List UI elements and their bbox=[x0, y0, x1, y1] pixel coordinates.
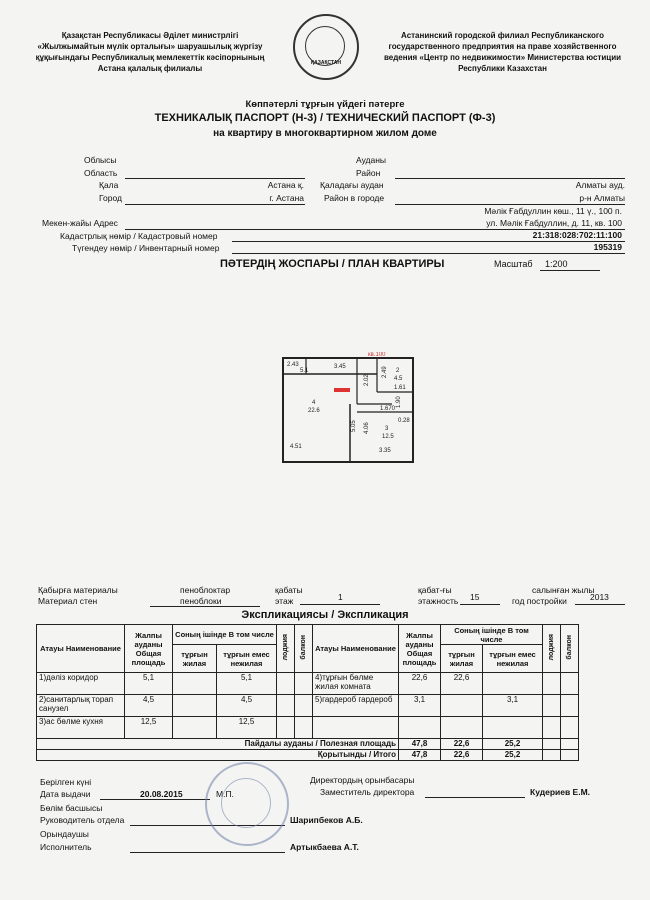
col-living-2: тұрғын жилая bbox=[441, 645, 483, 673]
col-incl-2: Соның ішінде В том числе bbox=[441, 625, 543, 645]
room-living bbox=[173, 717, 217, 739]
room-nonliving bbox=[483, 717, 543, 739]
header-left-line: құқығындағы Республикалық мемлекеттік кәсіпорнының bbox=[35, 53, 265, 62]
oblast-label: Область bbox=[84, 168, 118, 178]
audan-value: Алматы ауд. bbox=[575, 180, 625, 190]
floors-line bbox=[460, 604, 500, 605]
col-loggia: лоджия bbox=[282, 634, 289, 661]
plan-dim: 3 bbox=[385, 426, 389, 432]
audany-label: Ауданы bbox=[356, 155, 387, 165]
room-total: 4,5 bbox=[125, 695, 173, 717]
year-value: 2013 bbox=[590, 592, 609, 602]
floor-ru-label: этаж bbox=[275, 596, 294, 606]
plan-dim: 4.5 bbox=[394, 376, 403, 382]
kala-value: Астана қ. bbox=[267, 180, 304, 190]
plan-dim: 2.49 bbox=[382, 366, 388, 378]
plan-dim: 4 bbox=[312, 400, 316, 406]
total-label: Қорытынды / Итого bbox=[37, 750, 399, 761]
executor-ru-label: Исполнитель bbox=[40, 842, 92, 852]
scale-value: 1:200 bbox=[545, 259, 568, 269]
header-left-line: «Жылжымайтын мүлік орталығы» шаруашылық жүргізу bbox=[37, 42, 263, 51]
room-nonliving: 5,1 bbox=[217, 673, 277, 695]
doc-title: ТЕХНИКАЛЫҚ ПАСПОРТ (Н-3) / ТЕХНИЧЕСКИЙ ПАСПОРТ (Ф-3) bbox=[154, 112, 496, 124]
director-ru-label: Заместитель директора bbox=[320, 787, 415, 797]
floors-ru-label: этажность bbox=[418, 596, 459, 606]
floors-kz-label: қабат-ғы bbox=[418, 585, 452, 595]
header-left-line: Қазақстан Республикасы Әділет министрлігі bbox=[61, 31, 239, 40]
gorod-label: Город bbox=[99, 193, 122, 203]
issued-ru-label: Дата выдачи bbox=[40, 789, 91, 799]
room-name: 1)дәліз коридор bbox=[37, 673, 125, 695]
header-right-line: Астанинский городской филиал Республиканского bbox=[401, 31, 604, 40]
plan-dim: 4.06 bbox=[364, 422, 370, 434]
cadastral-value: 21:318:028:702:11:100 bbox=[532, 230, 622, 240]
header-left bbox=[20, 30, 280, 74]
room-total: 22,6 bbox=[399, 673, 441, 695]
director-name: Кудериев Е.М. bbox=[530, 787, 591, 797]
director-kz-label: Директордың орынбасары bbox=[310, 775, 415, 785]
plan-dim: 4.51 bbox=[290, 444, 302, 450]
plan-dim: 1.670 bbox=[380, 406, 396, 412]
address-label: Мекен-жайы Адрес bbox=[42, 218, 118, 228]
col-total: Жалпы ауданы Общая площадь bbox=[125, 625, 173, 673]
inventory-line bbox=[232, 253, 625, 254]
wall-line bbox=[150, 606, 260, 607]
floor-line bbox=[300, 604, 380, 605]
table-row bbox=[37, 695, 579, 717]
room-name bbox=[313, 717, 399, 739]
scale-line bbox=[540, 270, 600, 271]
header-right bbox=[370, 30, 635, 74]
doc-subtitle: Көппәтерлі тұрғын үйдегі пәтерге bbox=[245, 99, 405, 110]
room-name: 2)санитарлық торап санузел bbox=[37, 695, 125, 717]
room-nonliving bbox=[483, 673, 543, 695]
room-living bbox=[173, 695, 217, 717]
grand-living: 22,6 bbox=[441, 750, 483, 761]
wall-kz-label: Қабырға материалы bbox=[38, 585, 118, 595]
year-kz-label: салынған жылы bbox=[532, 585, 595, 595]
year-line bbox=[575, 604, 625, 605]
apartment-floor-plan bbox=[282, 352, 414, 464]
col-name: Атауы Наименование bbox=[37, 625, 125, 673]
plan-title: ПӘТЕРДІҢ ЖОСПАРЫ / ПЛАН КВАРТИРЫ bbox=[220, 258, 445, 270]
plan-dim: 22.6 bbox=[308, 408, 320, 414]
floor-value: 1 bbox=[338, 592, 343, 602]
year-ru-label: год постройки bbox=[512, 596, 567, 606]
state-emblem-icon: ҚАЗАҚСТАН bbox=[293, 14, 359, 80]
oblast-line bbox=[125, 178, 305, 179]
seal-place-label: М.П. bbox=[216, 789, 234, 799]
wall-ru-value: пеноблоки bbox=[180, 596, 222, 606]
executor-kz-label: Орындаушы bbox=[40, 829, 89, 839]
executor-name: Артыкбаева А.Т. bbox=[290, 842, 359, 852]
header-right-line: ведения «Центр по недвижимости» Министерства юстиции bbox=[383, 53, 622, 62]
grand-nonliving: 25,2 bbox=[483, 750, 543, 761]
plan-dim: 2.02 bbox=[364, 374, 370, 386]
explication-title: Экспликациясы / Экспликация bbox=[241, 609, 409, 621]
useful-living: 22,6 bbox=[441, 739, 483, 750]
room-total: 12,5 bbox=[125, 717, 173, 739]
dept-head-kz-label: Бөлім басшысы bbox=[40, 803, 103, 813]
room-nonliving: 4,5 bbox=[217, 695, 277, 717]
address-kz-value: Мәлік Ғабдуллин көш., 11 ү., 100 п. bbox=[484, 206, 622, 216]
col-living: тұрғын жилая bbox=[173, 645, 217, 673]
useful-area-row bbox=[37, 739, 579, 750]
table-row bbox=[37, 717, 579, 739]
address-ru-value: ул. Мәлік Ғабдуллин, д. 11, кв. 100 bbox=[486, 218, 622, 228]
plan-dim: 2.43 bbox=[287, 362, 299, 368]
room-total bbox=[399, 717, 441, 739]
plan-dim: 1.61 bbox=[394, 385, 406, 391]
issued-value: 20.08.2015 bbox=[140, 789, 183, 799]
inventory-label: Түгендеу нөмір / Инвентарный номер bbox=[72, 243, 220, 253]
useful-area-label: Пайдалы ауданы / Полезная площадь bbox=[37, 739, 399, 750]
plan-dim: 12.5 bbox=[382, 434, 394, 440]
grand-total: 47,8 bbox=[399, 750, 441, 761]
wall-kz-value: пеноблоктар bbox=[180, 585, 231, 595]
plan-dim: 0.28 bbox=[398, 418, 410, 424]
room-total: 3,1 bbox=[399, 695, 441, 717]
col-name-2: Атауы Наименование bbox=[313, 625, 399, 673]
col-loggia-2: лоджия bbox=[548, 634, 555, 661]
gorod-value: г. Астана bbox=[269, 193, 304, 203]
gorod-line bbox=[125, 204, 305, 205]
plan-dim: 3.45 bbox=[334, 364, 346, 370]
executor-line bbox=[130, 852, 285, 853]
plan-dim: 3.35 bbox=[379, 448, 391, 454]
issued-kz-label: Берілген күні bbox=[40, 777, 92, 787]
col-balcony: балкон bbox=[300, 635, 307, 660]
inventory-value: 195319 bbox=[593, 242, 622, 252]
raion-label: Район bbox=[356, 168, 381, 178]
dept-head-ru-label: Руководитель отдела bbox=[40, 815, 125, 825]
header-right-line: Республики Казахстан bbox=[458, 64, 547, 73]
kala-label: Қала bbox=[99, 180, 119, 190]
table-row bbox=[37, 673, 579, 695]
col-nonliving: тұрғын емес нежилая bbox=[217, 645, 277, 673]
official-seal-icon bbox=[205, 762, 289, 846]
doc-title-sub: на квартиру в многоквартирном жилом доме bbox=[213, 128, 437, 139]
plan-dim: 5.1 bbox=[300, 368, 309, 374]
plan-dim: 2 bbox=[396, 368, 400, 374]
plan-dim: 5.05 bbox=[351, 420, 357, 432]
kaladagy-audan-label: Қаладағы аудан bbox=[320, 180, 384, 190]
plan-dim: 1.90 bbox=[396, 396, 402, 408]
raion-value: р-н Алматы bbox=[579, 193, 625, 203]
raion-v-gorode-label: Район в городе bbox=[324, 193, 385, 203]
room-living bbox=[441, 717, 483, 739]
director-line bbox=[425, 797, 525, 798]
header-right-line: государственного предприятия на праве хозяйственного bbox=[388, 42, 617, 51]
header-left-line: Астана қалалық филиалы bbox=[97, 64, 203, 73]
useful-nonliving: 25,2 bbox=[483, 739, 543, 750]
col-total-2: Жалпы ауданы Общая площадь bbox=[399, 625, 441, 673]
col-nonliving-2: тұрғын емес нежилая bbox=[483, 645, 543, 673]
room-living bbox=[441, 695, 483, 717]
room-name: 4)тұрғын бөлме жилая комната bbox=[313, 673, 399, 695]
room-nonliving: 3,1 bbox=[483, 695, 543, 717]
room-nonliving: 12,5 bbox=[217, 717, 277, 739]
useful-total: 47,8 bbox=[399, 739, 441, 750]
issued-line bbox=[100, 799, 210, 800]
scale-label: Масштаб bbox=[494, 259, 533, 269]
floors-value: 15 bbox=[470, 592, 480, 602]
explication-table bbox=[36, 624, 579, 761]
raion-line bbox=[395, 178, 625, 179]
room-living bbox=[173, 673, 217, 695]
apt-number-label: кв.100 bbox=[368, 352, 386, 358]
floor-kz-label: қабаты bbox=[275, 585, 303, 595]
room-living: 22,6 bbox=[441, 673, 483, 695]
col-balcony-2: балкон bbox=[566, 635, 573, 660]
dept-head-name: Шарипбеков А.Б. bbox=[290, 815, 363, 825]
oblys-label: Облысы bbox=[84, 155, 117, 165]
cadastral-label: Кадастрлық нөмір / Кадастровый номер bbox=[60, 231, 218, 241]
raion-city-line bbox=[395, 204, 625, 205]
col-incl: Соның ішінде В том числе bbox=[173, 625, 277, 645]
room-total: 5,1 bbox=[125, 673, 173, 695]
room-name: 3)ас бөлме кухня bbox=[37, 717, 125, 739]
total-row bbox=[37, 750, 579, 761]
room-name: 5)гардероб гардероб bbox=[313, 695, 399, 717]
wall-ru-label: Материал стен bbox=[38, 596, 98, 606]
